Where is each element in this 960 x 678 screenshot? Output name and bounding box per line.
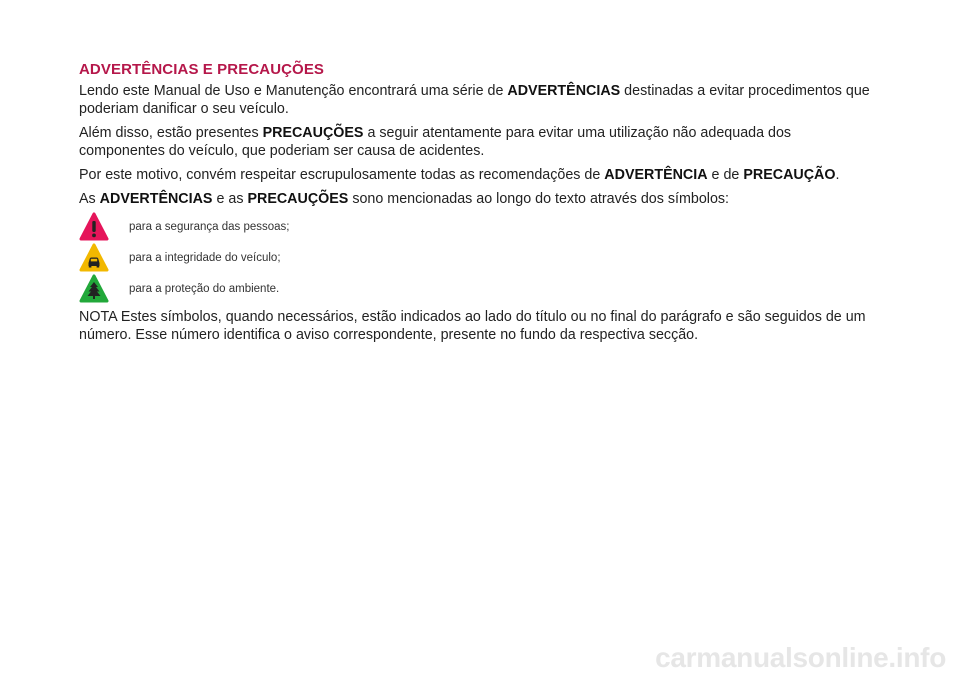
person-warning-icon: [79, 212, 109, 242]
symbol-description: para a integridade do veículo;: [129, 251, 281, 264]
symbol-description: para a segurança das pessoas;: [129, 220, 290, 233]
paragraph-precautions: [79, 124, 879, 160]
symbol-description: para a proteção do ambiente.: [129, 282, 280, 295]
text-span: e de: [707, 167, 744, 183]
text-span: a seguir atentamente para evitar uma utilização não adequada dos componentes do veículo, que poderiam ser causa de acidentes.: [79, 125, 792, 159]
text-span: .: [835, 167, 840, 183]
bold-term: PRECAUÇÕES: [247, 191, 349, 207]
bold-term: PRECAUÇÃO: [743, 167, 836, 183]
text-span: Lendo este Manual de Uso e Manutenção encontrará uma série de: [79, 83, 508, 99]
text-span: Por este motivo, convém respeitar escrupulosamente todas as recomendações de: [79, 167, 605, 183]
symbol-row-environment: [79, 273, 879, 304]
bold-term: ADVERTÊNCIAS: [507, 83, 621, 99]
symbol-row-persons: [79, 211, 879, 242]
symbol-row-vehicle: [79, 242, 879, 273]
text-span: sono mencionadas ao longo do texto através dos símbolos:: [348, 191, 730, 207]
note-paragraph: NOTA Estes símbolos, quando necessários, estão indicados ao lado do título ou no final do parágrafo e são seguidos de um número. Esse número identifica o aviso correspondente, presente no fundo da respectiva secção.: [79, 309, 866, 343]
environment-warning-icon: [79, 274, 109, 304]
bold-term: ADVERTÊNCIA: [604, 167, 708, 183]
watermark: carmanualsonline.info: [655, 642, 946, 673]
text-span: As: [79, 191, 100, 207]
text-span: Além disso, estão presentes: [79, 125, 263, 141]
text-span: destinadas a evitar procedimentos que poderiam danificar o seu veículo.: [79, 83, 870, 117]
section-heading: ADVERTÊNCIAS E PRECAUÇÕES: [79, 61, 325, 78]
vehicle-warning-icon: [79, 243, 109, 273]
bold-term: ADVERTÊNCIAS: [99, 191, 213, 207]
text-span: e as: [212, 191, 248, 207]
bold-term: PRECAUÇÕES: [262, 125, 364, 141]
paragraph-recommendations: [79, 166, 879, 184]
paragraph-intro: [79, 82, 879, 118]
paragraph-symbols-intro: [79, 190, 879, 208]
document-body: [79, 60, 879, 350]
